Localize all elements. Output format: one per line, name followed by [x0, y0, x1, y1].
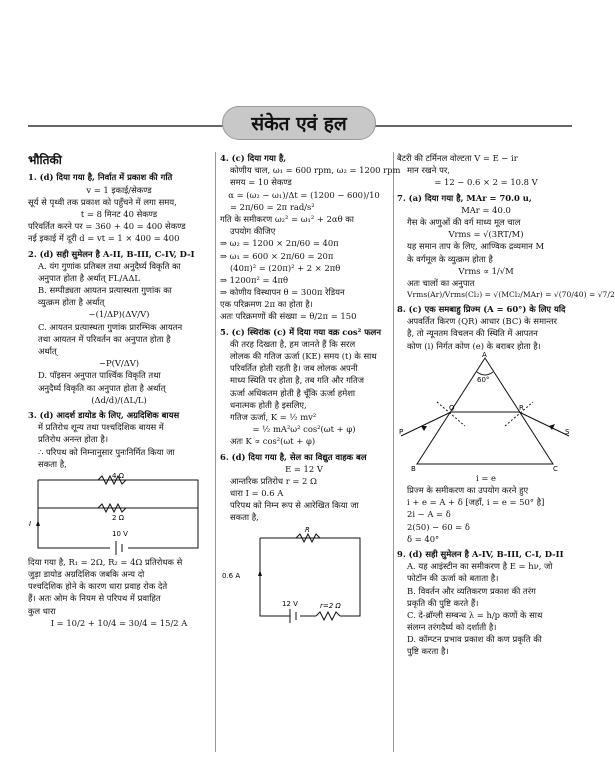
- text-line: अर्थात्: [38, 346, 57, 357]
- text-line: गैस के अणुओं की वर्ग माध्य मूल चाल: [407, 216, 521, 227]
- text-line: मान रखने पर,: [407, 165, 450, 176]
- text-line: गति के समीकरण ω₂² = ω₁² + 2αθ का: [220, 213, 354, 224]
- text-line: प्रकृति की पुष्टि करते हैं।: [407, 597, 479, 608]
- text-line: ∴ परिपथ को निम्नानुसार पुनःनिर्मित किया जा: [38, 446, 175, 457]
- text-line: परिपथ को निम्न रूप से आरेखित किया जा: [230, 500, 359, 511]
- text-line: A. यंग गुणांक प्रतिबल तथा अनुदैर्घ्य विकृति का: [38, 260, 181, 271]
- point-label-r: R: [519, 403, 524, 412]
- text-line: पुष्टि करता है।: [407, 646, 449, 657]
- text-line: परिवर्तित होती रहती है। जब लोलक अपनी: [230, 363, 358, 374]
- text-line: नई इकाई में दूरी d = vt = 1 × 400 = 400: [28, 233, 180, 244]
- formula: ⇒ 1200π² = 4πθ: [220, 274, 289, 285]
- text-line: परिवर्तित करने पर = 360 + 40 = 400 सेकण्ड: [28, 221, 186, 232]
- text-line: t = 8 मिनट 40 सेकण्ड: [80, 208, 158, 219]
- current-label: I: [29, 519, 32, 528]
- text-line: सकता है,: [230, 512, 259, 523]
- formula: अतः K ∝ cos²(ωt + φ): [230, 436, 316, 447]
- text-line: सूर्य से पृथ्वी तक प्रकाश को पहुँचने में लगा समय,: [28, 196, 177, 207]
- text-line: प्रिज्म के समीकरण का उपयोग करने हुए: [407, 485, 529, 495]
- text-line: आन्तरिक प्रतिरोध r = 2 Ω: [230, 475, 317, 486]
- vertex-label-a: A: [482, 350, 487, 359]
- text-line: कुल धारा: [28, 605, 56, 616]
- answer-2: 2. (d) सही सुमेलन है A-II, B-III, C-IV, D-I: [28, 248, 195, 259]
- formula: ⇒ ω₁ = 600 × 2π/60 = 20π: [220, 250, 334, 261]
- text-line: तथा आयतन में परिवर्तन का अनुपात होता है: [38, 333, 171, 344]
- vertex-label-b: B: [411, 464, 416, 473]
- answer-6: 6. (d) दिया गया है, सेल का विद्युत वाहक बल: [220, 451, 367, 462]
- text-line: धारा I = 0.6 A: [230, 488, 284, 499]
- text-line: हैं। अतः ओम के नियम से परिपथ में प्रवाहित: [28, 593, 161, 604]
- column-physics-3: [397, 152, 615, 762]
- formula: ⇒ ω₂ = 1200 × 2π/60 = 40π: [220, 238, 339, 249]
- answer-9: 9. (d) सही सुमेलन है A-IV, B-III, C-I, D-II: [397, 548, 564, 559]
- section-heading: भौतिकी: [28, 153, 62, 167]
- formula: अतः परिक्रमणों की संख्या = θ/2π = 150: [220, 311, 357, 322]
- text-line: D. पॉइसन अनुपात पार्श्विक विकृति तथा: [38, 370, 161, 381]
- internal-resistance-label: r=2 Ω: [320, 601, 341, 610]
- text-line: अपवर्तित किरण (QR) आधार (BC) के समान्तर: [407, 316, 557, 327]
- page-title: संकेत एवं हल: [222, 106, 376, 140]
- answer-7: 7. (a) दिया गया है, MAr = 70.0 u,: [397, 192, 532, 203]
- formula: 2(50) − 60 = δ: [407, 521, 470, 532]
- text-line: अनुदैर्घ्य विकृति का अनुपात होता है अर्थात्: [38, 382, 166, 393]
- cell-circuit-diagram: [220, 524, 386, 624]
- text-line: B. विवर्तन और व्यतिकरण प्रकाश की तरंग: [407, 585, 536, 596]
- resistor-label-4ohm: 4 Ω: [112, 471, 125, 480]
- answer-1: 1. (d) दिया गया है, निर्वात में प्रकाश की गति: [28, 172, 173, 183]
- answer-8: 8. (c) एक समबाहु प्रिज्म (A = 60°) के लिए यदि: [397, 304, 566, 315]
- formula: = 12 − 0.6 × 2 = 10.8 V: [434, 177, 538, 188]
- text-line: कोणीय चाल, ω₁ = 600 rpm, ω₂ = 1200 rpm: [230, 165, 401, 176]
- text-line: A. यह आइंस्टीन का समीकरण है E = hν, जो: [407, 561, 553, 572]
- battery-label: 10 V: [112, 529, 128, 538]
- formula: Vrms(Ar)/Vrms(Cl₂) = √(MCl₂/MAr) = √(70/40) = √7/2: [407, 290, 615, 300]
- answer-3: 3. (d) आदर्श डायोड के लिए, अग्रदिशिक बायस: [28, 409, 180, 420]
- text-line: व्युत्क्रम होता है अर्थात्: [38, 297, 105, 308]
- formula: −(1/ΔP)(ΔV/V): [88, 309, 150, 320]
- formula: (40π)² = (20π)² + 2 × 2πθ: [230, 262, 341, 273]
- column-physics-2: [220, 152, 401, 762]
- text-line: D. कॉम्प्टन प्रभाव प्रकाश की कण प्रकृति की: [407, 634, 542, 645]
- text-line: प्रतिरोध अनन्त होता है।: [38, 434, 109, 445]
- ray-label-s: S: [565, 427, 570, 436]
- resistor-label-2ohm: 2 Ω: [112, 513, 125, 522]
- formula: = 2π/60 = 2π rad/s²: [230, 201, 315, 212]
- text-line: अनुपात होता है अर्थात् FL/AΔL: [38, 272, 140, 283]
- formula: i + e = A + δ [जहाँ, i = e = 50° है]: [407, 497, 545, 508]
- current-label: 0.6 A: [222, 571, 241, 580]
- text-line: लोलक की गतिज ऊर्जा (KE) समय (t) के साथ: [230, 351, 377, 361]
- text-line: है, तो न्यूनतम विचलन की स्थिति में आपतन: [407, 328, 538, 339]
- apex-angle-label: 60°: [477, 375, 490, 384]
- answer-4: 4. (c) दिया गया है,: [220, 153, 287, 163]
- text-line: की तरह दिखता है, हम जानते हैं कि सरल: [230, 338, 356, 349]
- text-line: दिया गया है, R₁ = 2Ω, R₂ = 4Ω प्रतिरोधक से: [28, 556, 183, 567]
- text-line: कोण (i) निर्गत कोण (e) के बराबर होता है।: [407, 340, 541, 351]
- column-divider: [215, 152, 216, 752]
- vertex-label-c: C: [553, 464, 558, 473]
- text-line: v = 1 इकाई/सेकण्ड: [86, 184, 152, 195]
- text-line: ⇒ कोणीय विस्थापन θ = 300π रेडियन: [220, 287, 345, 298]
- column-divider: [393, 152, 394, 752]
- formula: −P(V/ΔV): [98, 358, 140, 369]
- battery-label: 12 V: [282, 599, 298, 608]
- text-line: एक परिक्रमण 2π का होता है।: [220, 299, 313, 310]
- text-line: के वर्गमूल के व्युत्क्रम होता है: [407, 253, 493, 264]
- formula: = ½ mA²ω² cos²(ωt + φ): [252, 424, 356, 435]
- text-line: जुड़ा डायोड अग्रदिशिक जबकि अन्य दो: [28, 569, 145, 580]
- text-line: संलग्न तरंगदैर्घ्य को दर्शाती है।: [407, 622, 497, 633]
- text-line: उपयोग कीजिए: [230, 226, 276, 237]
- formula: 2i − A = δ: [407, 509, 451, 520]
- text-line: B. सम्पीड्यता आयतन प्रत्यास्थता गुणांक का: [38, 285, 172, 296]
- text-line: सकता है,: [38, 458, 67, 469]
- text-line: यह समान ताप के लिए, आण्विक द्रव्यमान M: [407, 241, 545, 252]
- formula: गतिज ऊर्जा, K = ½ mv²: [230, 411, 317, 422]
- formula: δ = 40°: [407, 533, 440, 544]
- point-label-q: Q: [449, 403, 455, 412]
- formula: (Δd/d)/(ΔL/L): [91, 394, 147, 405]
- formula: Vrms ∝ 1/√M: [458, 265, 514, 276]
- text-line: अतः चालों का अनुपात: [407, 277, 475, 288]
- formula: MAr = 40.0: [461, 204, 511, 215]
- ray-label-p: P: [399, 427, 404, 436]
- formula: i = e: [476, 472, 496, 483]
- resistor-label-r: R: [305, 525, 310, 534]
- text-line: समय = 10 सेकण्ड: [230, 177, 292, 188]
- formula: α = (ω₂ − ω₁)/Δt = (1200 − 600)/10: [228, 189, 380, 200]
- text-line: C. आयतन प्रत्यास्थता गुणांक प्रारम्भिक आयतन: [38, 321, 183, 332]
- text-line: फोटॉन की ऊर्जा को बताता है।: [407, 573, 499, 584]
- text-line: बैटरी की टर्मिनल वोल्टता V = E − ir: [397, 153, 518, 163]
- text-line: पश्चदिशिक होने के कारण धारा प्रवाह रोक देते: [28, 581, 168, 592]
- formula: E = 12 V: [285, 463, 323, 474]
- formula: Vrms = √(3RT/M): [448, 229, 524, 240]
- text-line: ऊर्जा अधिकतम होती है चूँकि ऊर्जा हमेशा: [230, 387, 356, 398]
- diode-circuit-diagram: [28, 470, 208, 556]
- column-physics-1: [28, 152, 210, 762]
- text-line: में प्रतिरोध शून्य तथा पश्चदिशिक बायस में: [38, 422, 164, 433]
- text-line: C. दे-ब्रॉग्ली सम्बन्ध λ = h/p कणों के साथ: [407, 609, 543, 620]
- formula: I = 10/2 + 10/4 = 30/4 = 15/2 A: [50, 617, 188, 628]
- title-banner: [0, 104, 600, 144]
- answer-5: 5. (c) स्थिरांक (c) में दिया गया वक्र cos² फलन: [220, 326, 382, 337]
- prism-ray-diagram: [397, 352, 573, 472]
- text-line: माध्य स्थिति पर होता है, तब गति और गतिज: [230, 375, 364, 386]
- text-line: धनात्मक होती है इसलिए,: [230, 399, 307, 410]
